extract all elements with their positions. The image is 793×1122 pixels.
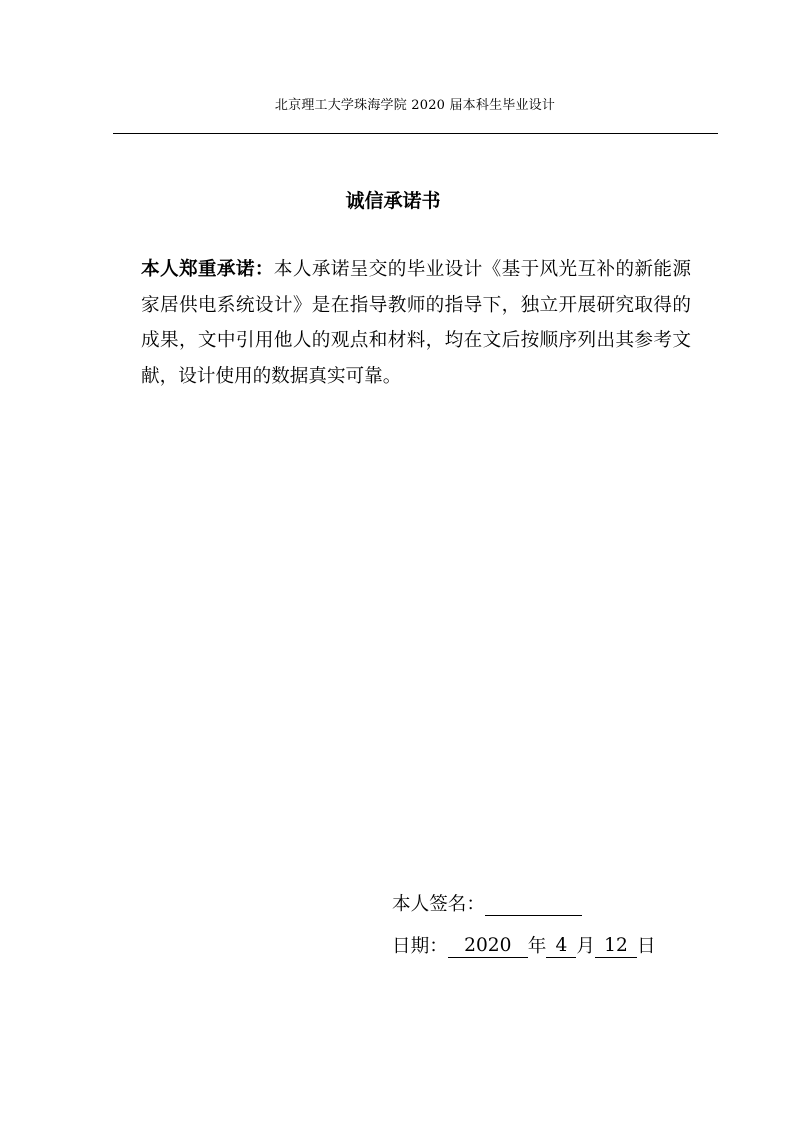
date-year-suffix: 年 (527, 936, 547, 957)
document-title: 诚信承诺书 (345, 190, 441, 212)
pledge-body: 本人承诺呈交的毕业设计《基于风光互补的新能源家居供电系统设计》是在指导教师的指导下，独立开展研究取得的成果，文中引用他人的观点和材料，均在文后按顺序列出其参考文献，设计使用的数据真实可靠。 (141, 259, 691, 387)
date-day-suffix: 日 (637, 936, 656, 957)
signature-field (485, 893, 582, 916)
date-year: 2020 (448, 935, 528, 958)
header-divider (113, 133, 718, 134)
page-header: 北京理工大学珠海学院 2020 届本科生毕业设计 (274, 98, 556, 113)
pledge-paragraph (141, 252, 691, 394)
date-label: 日期： (392, 936, 448, 957)
date-month-suffix: 月 (576, 936, 596, 957)
date-month: 4 (546, 935, 576, 958)
date-line (392, 932, 656, 958)
signature-line (392, 890, 582, 916)
signature-label: 本人签名： (392, 894, 485, 915)
date-day: 12 (595, 935, 637, 958)
pledge-lead: 本人郑重承诺： (141, 259, 274, 280)
